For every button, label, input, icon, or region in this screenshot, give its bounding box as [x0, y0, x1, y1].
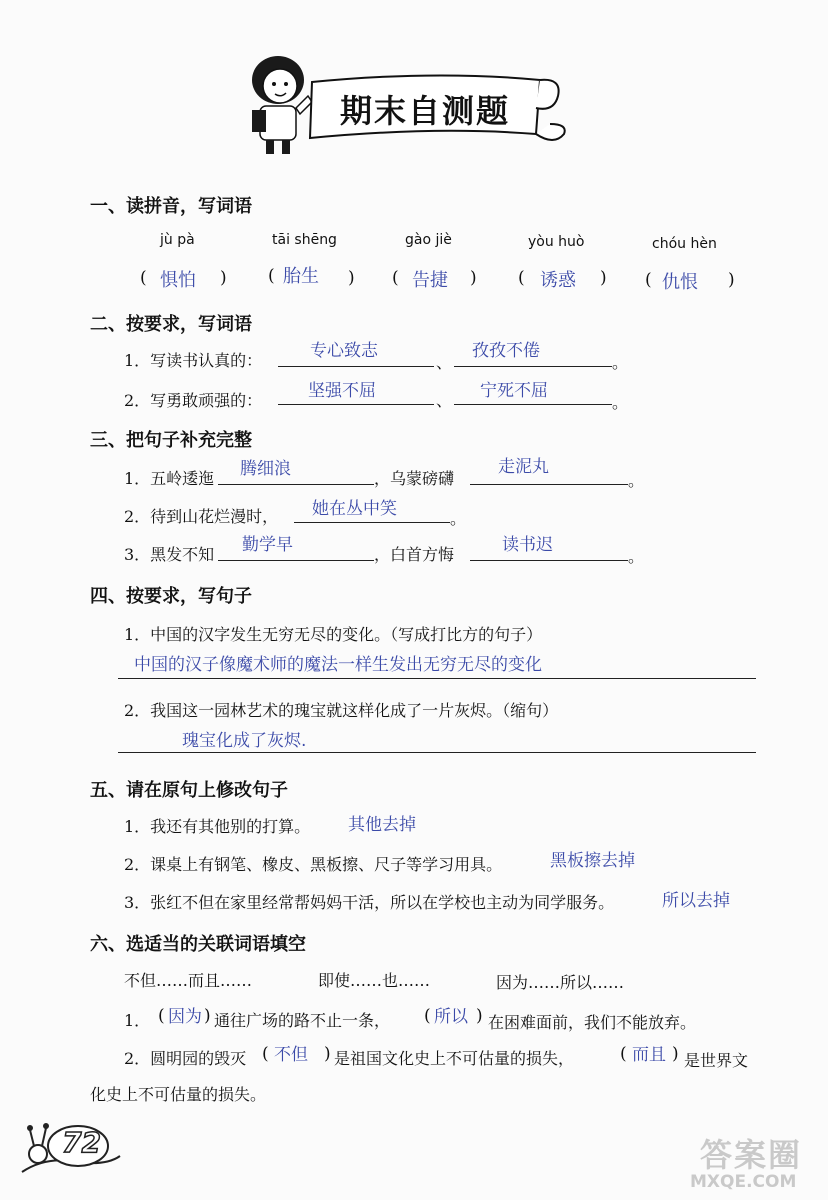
paren-open-5: ( [645, 270, 652, 290]
pinyin-1: jù pà [160, 232, 195, 248]
s4-answer-1: 中国的汉子像魔术师的魔法一样生发出无穷无尽的变化 [134, 655, 542, 675]
s5-question-1: 1．我还有其他别的打算。 [124, 817, 311, 836]
s5-answer-2: 黑板擦去掉 [550, 851, 635, 871]
section-1-heading: 一、读拼音，写词语 [90, 196, 252, 217]
section-2-heading: 二、按要求，写词语 [90, 314, 252, 335]
period: 。 [628, 471, 645, 490]
answer-line [218, 560, 374, 561]
s3-q1-prefix: 1．五岭逶迤 [124, 469, 215, 488]
s3-q1-answer-1: 腾细浪 [240, 459, 291, 479]
answer-2: 胎生 [283, 266, 319, 287]
paren-open-4: ( [518, 268, 525, 288]
s2-answer-1b: 孜孜不倦 [472, 341, 540, 361]
conjunction-option-3: 因为……所以…… [496, 973, 625, 992]
section-4-heading: 四、按要求，写句子 [90, 586, 252, 607]
pinyin-3: gào jiè [405, 232, 452, 248]
answer-line [218, 484, 374, 485]
paren-close: ) [476, 1006, 483, 1026]
s6-q2-answer-1: 不但 [274, 1045, 308, 1065]
s3-q3-answer-2: 读书迟 [502, 535, 553, 555]
watermark-logo: 答案圈 [700, 1136, 803, 1174]
s6-q2-end: 是世界文 [684, 1051, 749, 1070]
paren-open-2: ( [268, 266, 275, 286]
paren-close: ) [672, 1044, 679, 1064]
s3-q3-answer-1: 勤学早 [242, 535, 293, 555]
answer-3: 告捷 [412, 270, 448, 291]
conjunction-option-1: 不但……而且…… [124, 971, 253, 990]
answer-line [470, 560, 628, 561]
s5-answer-1: 其他去掉 [348, 815, 416, 835]
answer-5: 仇恨 [662, 272, 698, 293]
answer-line [278, 404, 434, 405]
separator: 、 [436, 391, 453, 410]
s5-answer-3: 所以去掉 [662, 891, 730, 911]
answer-line [278, 366, 434, 367]
paren-open-3: ( [392, 268, 399, 288]
answer-line [294, 522, 450, 523]
s6-q1-answer-2: 所以 [434, 1007, 468, 1027]
paren-open: ( [620, 1044, 627, 1064]
s3-q3-prefix: 3．黑发不知 [124, 545, 215, 564]
pinyin-5: chóu hèn [652, 236, 717, 252]
s5-question-2: 2．课桌上有钢笔、橡皮、黑板擦、尺子等学习用具。 [124, 855, 503, 874]
pinyin-2: tāi shēng [272, 232, 337, 248]
s6-q1-number: 1． [124, 1011, 151, 1030]
paren-open: ( [262, 1044, 269, 1064]
s6-q1-end: 在困难面前，我们不能放弃。 [488, 1013, 697, 1032]
answer-line [470, 484, 628, 485]
separator: 、 [436, 353, 453, 372]
section-6-heading: 六、选适当的关联词语填空 [90, 934, 306, 955]
s4-question-1: 1．中国的汉字发生无穷无尽的变化。（写成打比方的句子） [124, 625, 543, 644]
conjunction-option-2: 即使……也…… [318, 971, 431, 990]
s3-q2-answer: 她在丛中笑 [312, 499, 397, 519]
s3-q1-middle: ，乌蒙磅礴 [374, 469, 455, 488]
section-5-heading: 五、请在原句上修改句子 [90, 780, 288, 801]
s6-q1-answer-1: 因为 [168, 1007, 202, 1027]
s3-q3-middle: ，白首方悔 [374, 545, 455, 564]
pinyin-4: yòu huò [528, 234, 585, 250]
paren-close-3: ) [470, 268, 477, 288]
s6-q1-middle: 通往广场的路不止一条， [214, 1011, 391, 1030]
s2-answer-2b: 宁死不屈 [480, 381, 548, 401]
s2-answer-1a: 专心致志 [310, 341, 378, 361]
s6-q2-prefix: 2．圆明园的毁灭 [124, 1049, 247, 1068]
s3-q2-prefix: 2．待到山花烂漫时， [124, 507, 279, 526]
paren-close-2: ) [348, 268, 355, 288]
answer-line [454, 404, 612, 405]
paren-close-1: ) [220, 268, 227, 288]
s6-q2-line-2: 化史上不可估量的损失。 [90, 1085, 267, 1104]
period: 。 [612, 393, 629, 412]
paren-open: ( [424, 1006, 431, 1026]
answer-1: 惧怕 [160, 270, 196, 291]
watermark-url: MXQE.COM [690, 1172, 797, 1192]
s2-question-2: 2．写勇敢顽强的： [124, 391, 263, 410]
paren-close: ) [324, 1044, 331, 1064]
s6-q2-middle: 是祖国文化史上不可估量的损失， [334, 1049, 575, 1068]
paren-open-1: ( [140, 268, 147, 288]
s4-question-2: 2．我国这一园林艺术的瑰宝就这样化成了一片灰烬。（缩句） [124, 701, 559, 720]
period: 。 [450, 509, 467, 528]
paren-close-5: ) [728, 270, 735, 290]
s3-q1-answer-2: 走泥丸 [498, 457, 549, 477]
answer-line [454, 366, 612, 367]
paren-close-4: ) [600, 268, 607, 288]
s4-answer-2: 瑰宝化成了灰烬. [182, 731, 307, 751]
page-number: 72 [62, 1126, 101, 1159]
answer-4: 诱惑 [540, 270, 576, 291]
s5-question-3: 3．张红不但在家里经常帮妈妈干活，所以在学校也主动为同学服务。 [124, 893, 615, 912]
answer-line [118, 752, 756, 753]
paren-close: ) [204, 1006, 211, 1026]
period: 。 [628, 547, 645, 566]
paren-open: ( [158, 1006, 165, 1026]
s2-question-1: 1．写读书认真的： [124, 351, 263, 370]
page-title: 期末自测题 [340, 92, 511, 130]
s6-q2-answer-2: 而且 [632, 1045, 666, 1065]
s2-answer-2a: 坚强不屈 [308, 381, 376, 401]
section-3-heading: 三、把句子补充完整 [90, 430, 252, 451]
answer-line [118, 678, 756, 679]
period: 。 [612, 353, 629, 372]
